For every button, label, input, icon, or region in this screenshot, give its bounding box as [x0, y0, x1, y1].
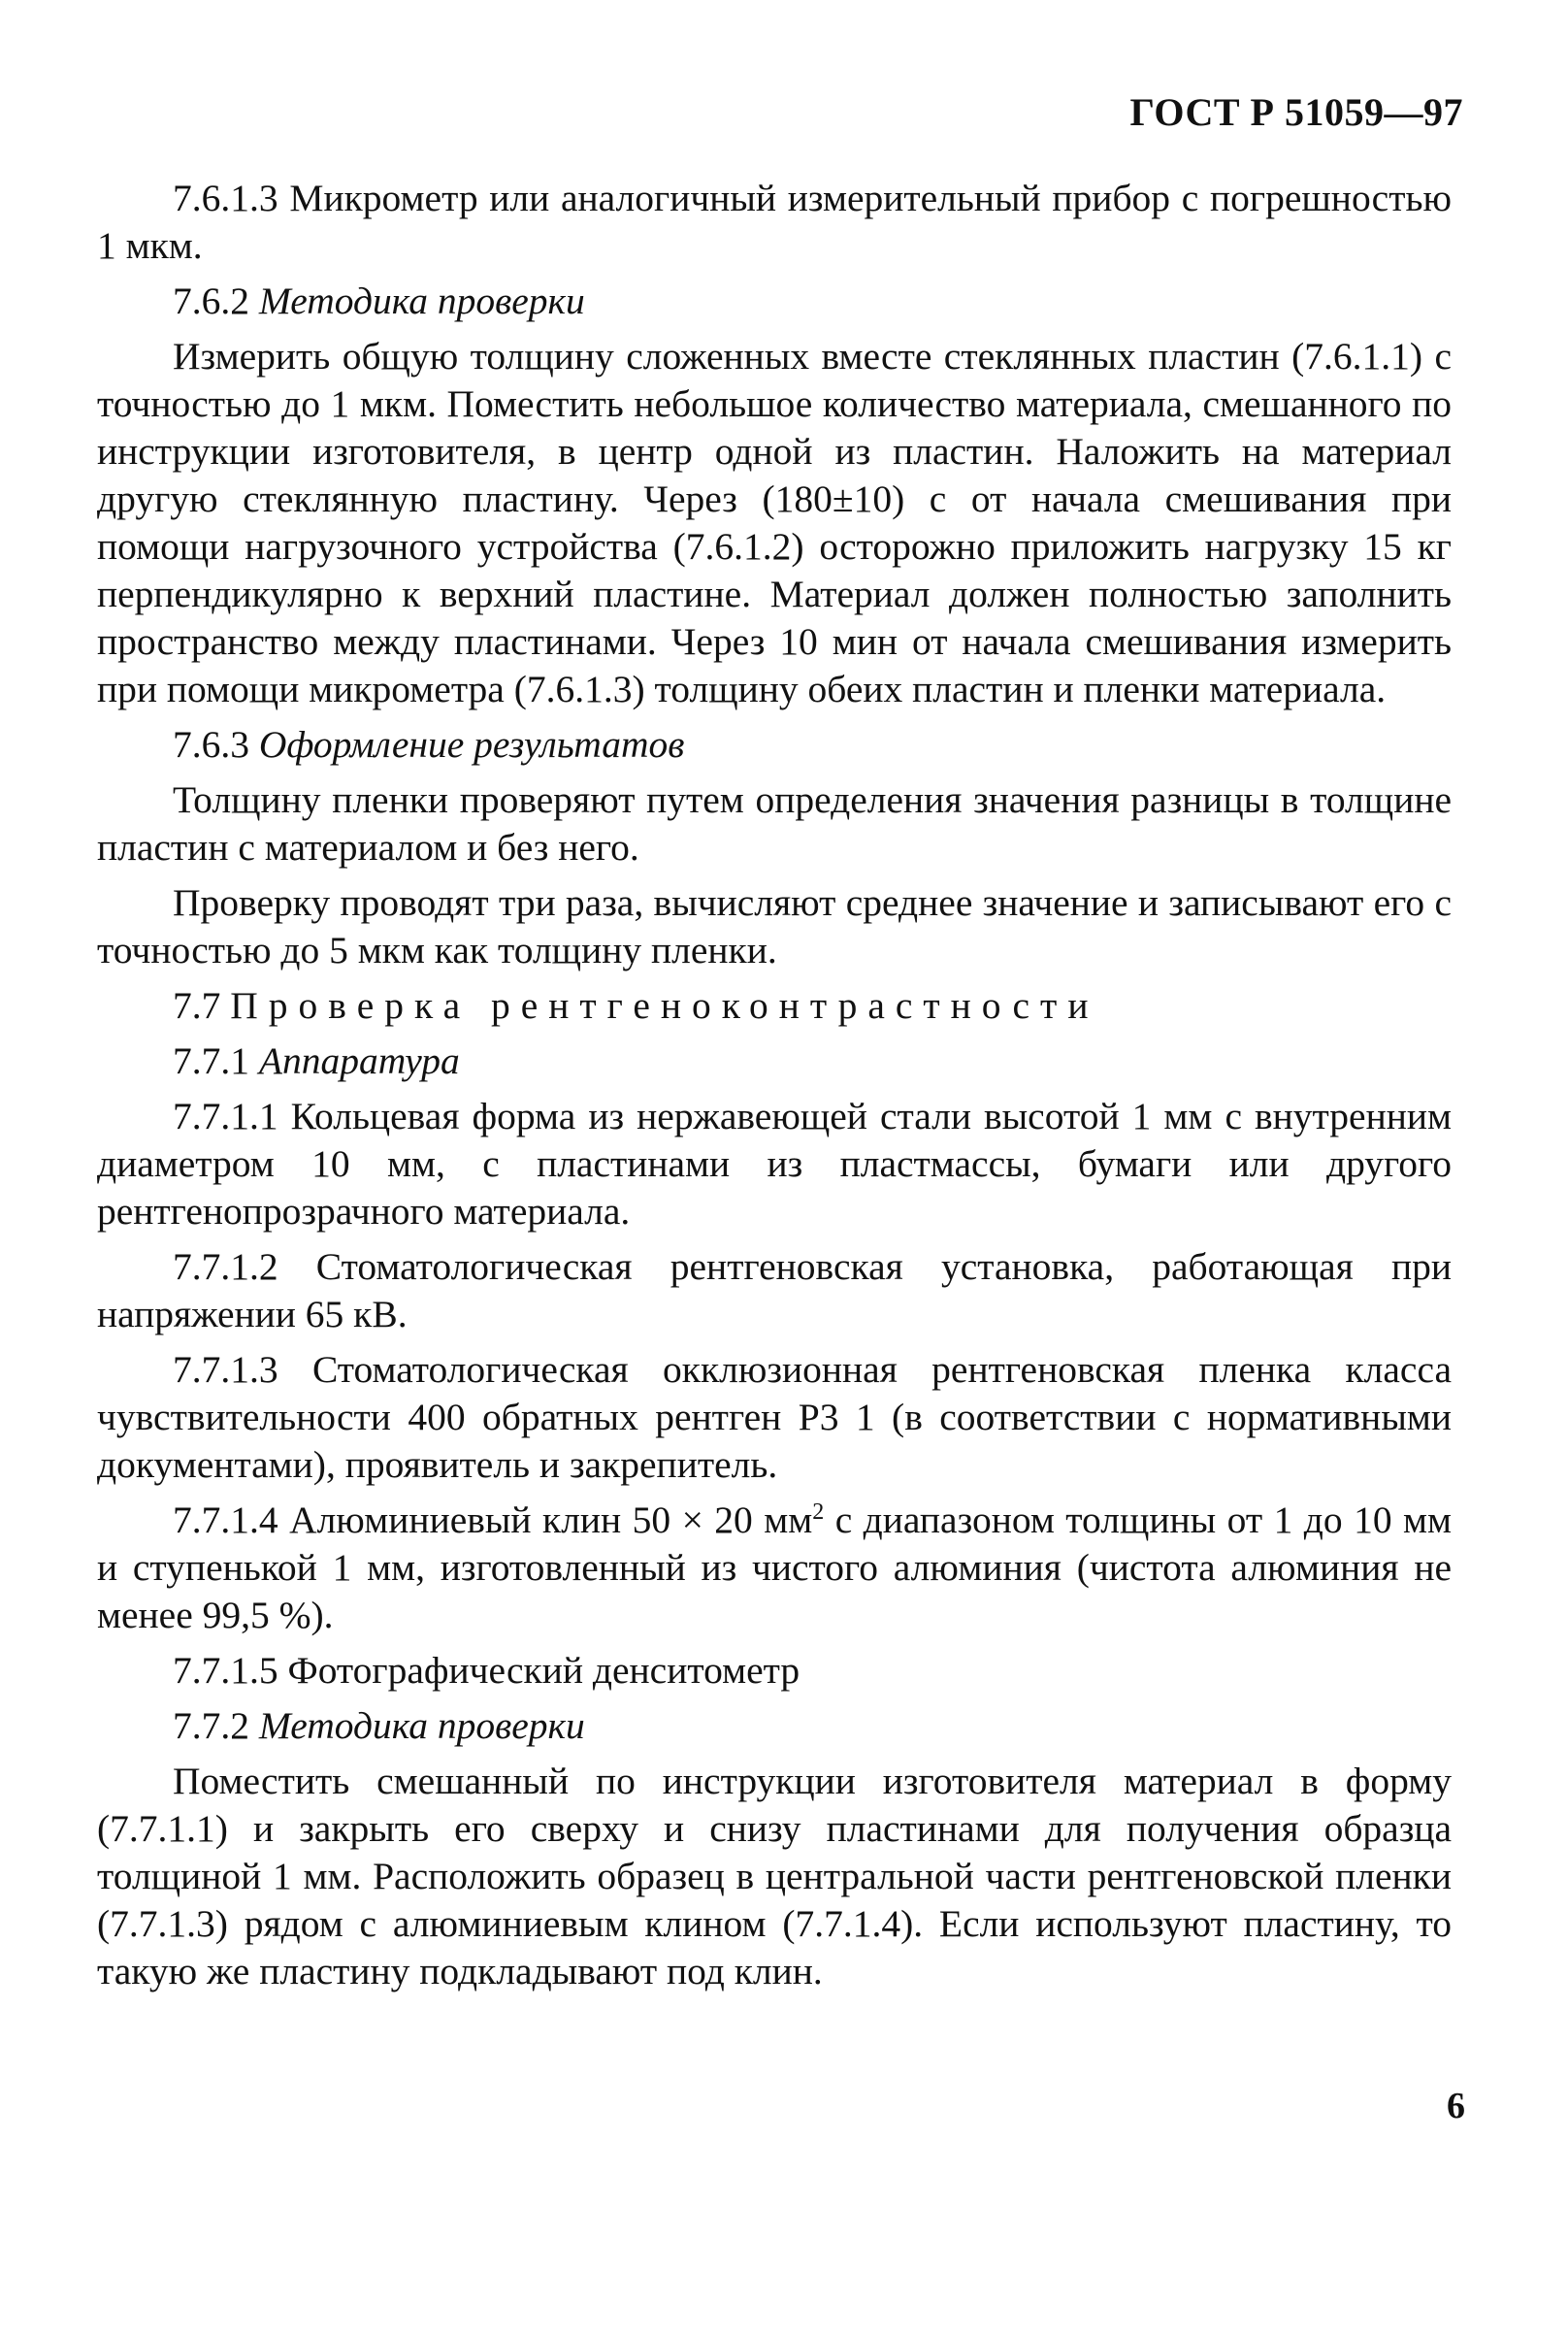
section-number: 7.6.3 [173, 723, 249, 766]
text-part: 7.7.1.4 Алюминиевый клин 50 × 20 мм [173, 1498, 813, 1541]
section-number: 7.7 [173, 984, 221, 1027]
paragraph-7-7-1-3: 7.7.1.3 Стоматологическая окклюзионная рентгеновская пленка класса чувствительности 400 обратных рентген Р3 1 (в соответствии с нормативными документами), проявитель и закрепитель. [97, 1348, 1452, 1486]
document-body [97, 175, 1452, 1995]
text-part: с диапазоном толщины от 1 до 10 мм и ступенькой 1 мм, изготовленный из чистого алюминия (чистота алюминия не менее 99,5 %). [97, 1498, 1453, 1636]
heading-7-7 [97, 982, 1452, 1030]
section-title: Методика проверки [258, 280, 585, 322]
page-number: 6 [1447, 2086, 1465, 2126]
paragraph-7-7-1-5: 7.7.1.5 Фотографический денситометр [173, 1649, 800, 1692]
paragraph-method-7-6-2: Измерить общую толщину сложенных вместе стеклянных пластин (7.6.1.1) с точностью до 1 мкм. Поместить небольшое количество материала, смешанного по инструкции изготовителя, в центр одной из пластин. Наложить на материал другую стеклянную пластину. Через (180±10) с от начала смешивания при помощи нагрузочного устройства (7.6.1.2) осторожно приложить нагрузку 15 кг перпендикулярно к верхний пластине. Материал должен полностью заполнить пространство между пластинами. Через 10 мин от начала смешивания измерить при помощи микрометра (7.6.1.3) толщину обеих пластин и пленки материала. [97, 335, 1452, 710]
superscript: 2 [812, 1498, 825, 1525]
heading-7-6-3 [97, 721, 1452, 769]
section-number: 7.7.2 [173, 1704, 249, 1747]
paragraph-7-7-1-1: 7.7.1.1 Кольцевая форма из нержавеющей стали высотой 1 мм с внутренним диаметром 10 мм, с пластинами из пластмассы, бумаги или другого рентгенопрозрачного материала. [97, 1095, 1452, 1233]
heading-7-7-1 [97, 1037, 1452, 1085]
section-title: Методика проверки [258, 1704, 585, 1747]
section-number: 7.6.2 [173, 280, 249, 322]
section-title: Оформление результатов [258, 723, 685, 766]
document-number: ГОСТ Р 51059—97 [1129, 90, 1463, 134]
section-title: Аппаратура [258, 1039, 460, 1082]
paragraph-7-6-1-3: 7.6.1.3 Микрометр или аналогичный измерительный прибор с погрешностью 1 мкм. [97, 177, 1452, 267]
section-title: Проверка рентгеноконтрастности [230, 984, 1099, 1027]
section-number: 7.7.1 [173, 1039, 249, 1082]
paragraph-method-7-7-2: Поместить смешанный по инструкции изготовителя материал в форму (7.7.1.1) и закрыть его сверху и снизу пластинами для получения образца толщиной 1 мм. Расположить образец в центральной части рентгеновской пленки (7.7.1.3) рядом с алюминиевым клином (7.7.1.4). Если используют пластину, то такую же пластину подкладывают под клин. [97, 1760, 1452, 1992]
paragraph-results-1: Толщину пленки проверяют путем определения значения разницы в толщине пластин с материалом и без него. [97, 778, 1452, 869]
paragraph-7-7-1-4 [97, 1497, 1452, 1639]
heading-7-7-2 [97, 1702, 1452, 1750]
paragraph-results-2: Проверку проводят три раза, вычисляют среднее значение и записывают его с точностью до 5 мкм как толщину пленки. [97, 881, 1452, 971]
paragraph-7-7-1-2: 7.7.1.2 Стоматологическая рентгеновская установка, работающая при напряжении 65 кВ. [97, 1245, 1452, 1335]
heading-7-6-2 [97, 278, 1452, 325]
